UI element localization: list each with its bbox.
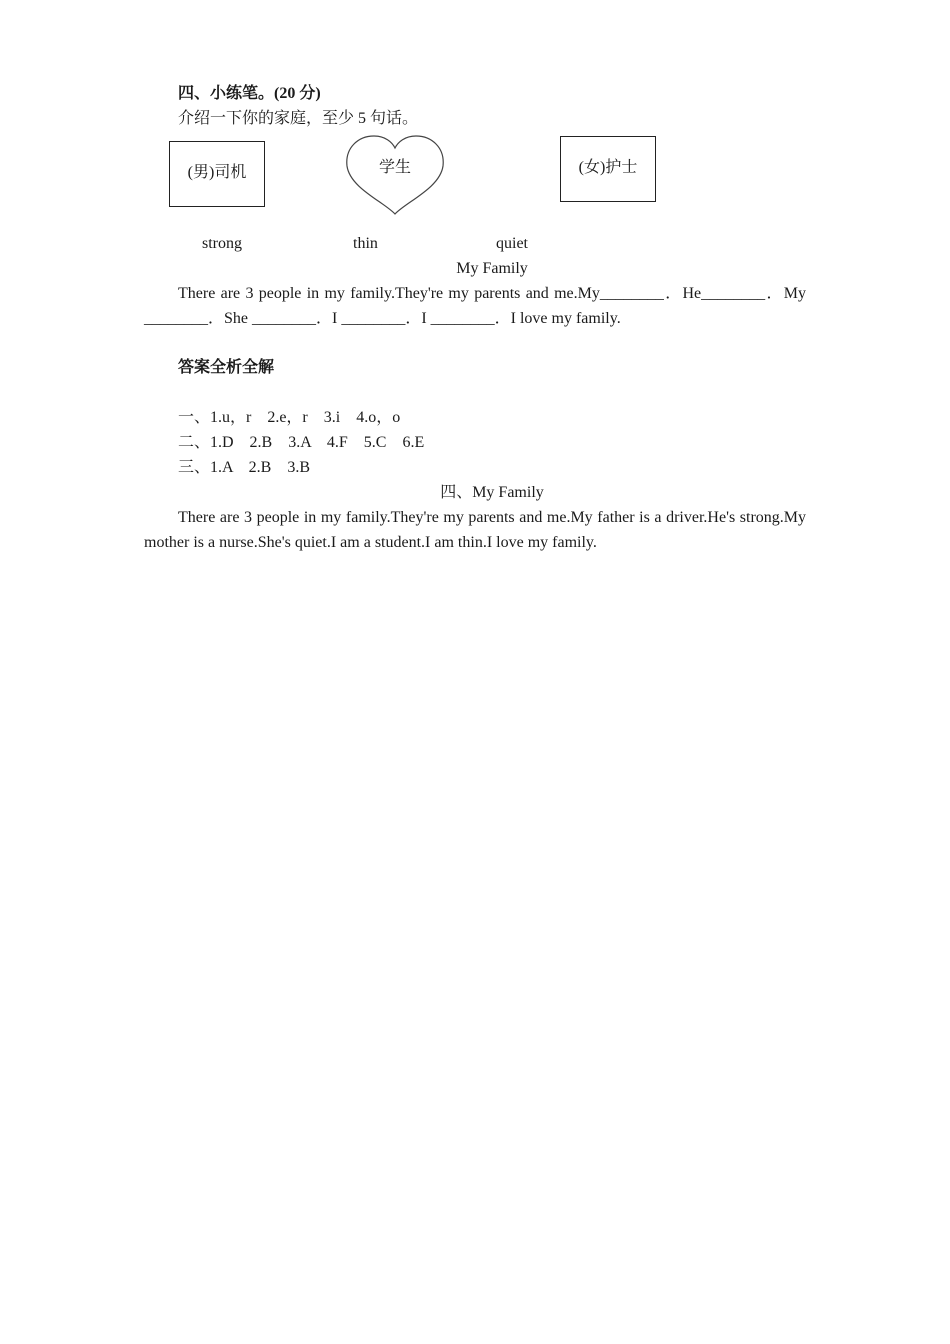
nurse-card [560,136,656,202]
answer-line-2: 二、1.D 2.B 3.A 4.F 5.C 6.E [178,434,425,451]
driver-card [169,141,265,207]
answers-heading: 答案全析全解 [178,359,275,376]
adjective-strong: strong [202,235,242,252]
essay-title: My Family [456,260,528,277]
student-heart-label: 学生 [378,159,411,176]
section-four-heading: 四、小练笔。(20 分) [178,85,321,102]
driver-card-label: (男)司机 [187,164,247,181]
adjective-quiet: quiet [496,235,528,252]
nurse-card-label: (女)护士 [578,159,638,176]
answer-line-1: 一、1.u，r 2.e，r 3.i 4.o，o [178,409,401,426]
essay-template-paragraph: There are 3 people in my family.They're my parents and me.My________．He________．My ________．She ________．I ________．I ________．I love my family. [144,285,806,327]
writing-instruction: 介绍一下你的家庭，至少 5 句话。 [178,110,419,127]
answer-line-3: 三、1.A 2.B 3.B [178,459,311,476]
answer-essay-paragraph: There are 3 people in my family.They're my parents and me.My father is a driver.He's strong.My mother is a nurse.She's quiet.I am a student.I am thin.I love my family. [144,509,806,551]
adjective-thin: thin [353,235,378,252]
answer-essay-title: 四、My Family [440,484,544,501]
